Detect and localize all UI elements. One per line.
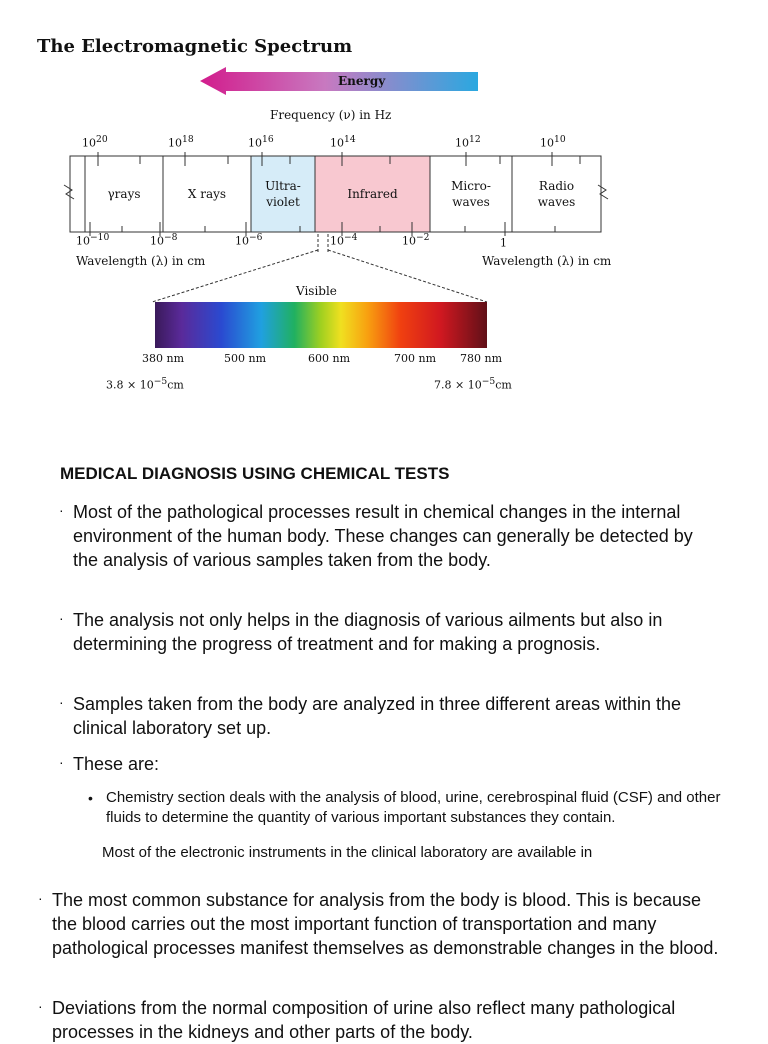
break-mark-left — [64, 185, 74, 199]
frequency-label: Frequency (ν) in Hz — [270, 108, 392, 122]
band-gamma-rays: γrays — [107, 187, 141, 201]
cm-label-left: $3.8 \times 10^{-5}cm$ — [106, 376, 184, 392]
visible-spectrum-bar — [155, 302, 487, 348]
freq-tick: $10^{14}$ — [330, 134, 356, 150]
bullet-icon: · — [38, 890, 43, 906]
wavelength-tick: 1 — [500, 236, 507, 250]
nm-label: 380 nm — [142, 352, 185, 365]
band-microwaves: Micro- waves — [451, 179, 491, 209]
bullet-icon: · — [38, 998, 43, 1014]
wavelength-tick: $10^{-6}$ — [235, 232, 263, 248]
wavelength-label-left: Wavelength (λ) in cm — [76, 254, 206, 268]
visible-label: Visible — [296, 284, 337, 298]
list-item: · The most common substance for analysis from the body is blood. This is because the blood carries out the most important function of transportation and many pathological processes manifest themselves as demonstrable changes in the blood. — [52, 888, 722, 960]
freq-tick: $10^{18}$ — [168, 134, 194, 150]
freq-tick: $10^{12}$ — [455, 134, 481, 150]
cm-label-right: $7.8 \times 10^{-5}cm$ — [434, 376, 512, 392]
band-ultraviolet: Ultra- violet — [265, 179, 301, 209]
list-item: · Deviations from the normal composition of urine also reflect many pathological processes in the kidneys and other parts of the body. — [52, 996, 722, 1044]
band-x-rays: X rays — [187, 187, 227, 201]
band-radio-waves: Radio waves — [537, 179, 576, 209]
list-item: · These are: — [73, 752, 713, 776]
wavelength-tick: $10^{-8}$ — [150, 232, 178, 248]
nm-label: 780 nm — [460, 352, 503, 365]
wavelength-label-right: Wavelength (λ) in cm — [482, 254, 612, 268]
list-item: · The analysis not only helps in the diagnosis of various ailments but also in determining the progress of treatment and for making a prognosis. — [73, 608, 713, 656]
freq-tick: $10^{10}$ — [540, 134, 566, 150]
nm-label: 500 nm — [224, 352, 267, 365]
band-infrared: Infrared — [347, 187, 398, 201]
nm-label: 700 nm — [394, 352, 437, 365]
nm-label: 600 nm — [308, 352, 351, 365]
list-item: · Samples taken from the body are analyzed in three different areas within the clinical laboratory set up. — [73, 692, 713, 740]
clipped-sub-list-item: Most of the electronic instruments in the clinical laboratory are available in — [102, 844, 593, 861]
wavelength-tick: $10^{-4}$ — [330, 232, 358, 248]
bullet-icon: · — [59, 610, 64, 626]
sub-list-item: • Chemistry section deals with the analysis of blood, urine, cerebrospinal fluid (CSF) and other fluids to determine the quantity of various important substances they contain. — [88, 789, 721, 826]
freq-tick: $10^{16}$ — [248, 134, 274, 150]
bullet-icon: · — [59, 754, 64, 770]
wavelength-tick: $10^{-2}$ — [402, 232, 430, 248]
wavelength-tick: $10^{-10}$ — [76, 232, 110, 248]
list-item: · Most of the pathological processes result in chemical changes in the internal environment of the human body. These changes can generally be detected by the analysis of various samples taken from the body. — [73, 500, 713, 572]
section-heading: MEDICAL DIAGNOSIS USING CHEMICAL TESTS — [60, 464, 450, 483]
energy-label: Energy — [338, 74, 386, 88]
diagram-title: The Electromagnetic Spectrum — [37, 36, 353, 57]
sub-bullet-icon: • — [88, 790, 93, 806]
freq-tick: $10^{20}$ — [82, 134, 108, 150]
bullet-icon: · — [59, 502, 64, 518]
bullet-icon: · — [59, 694, 64, 710]
